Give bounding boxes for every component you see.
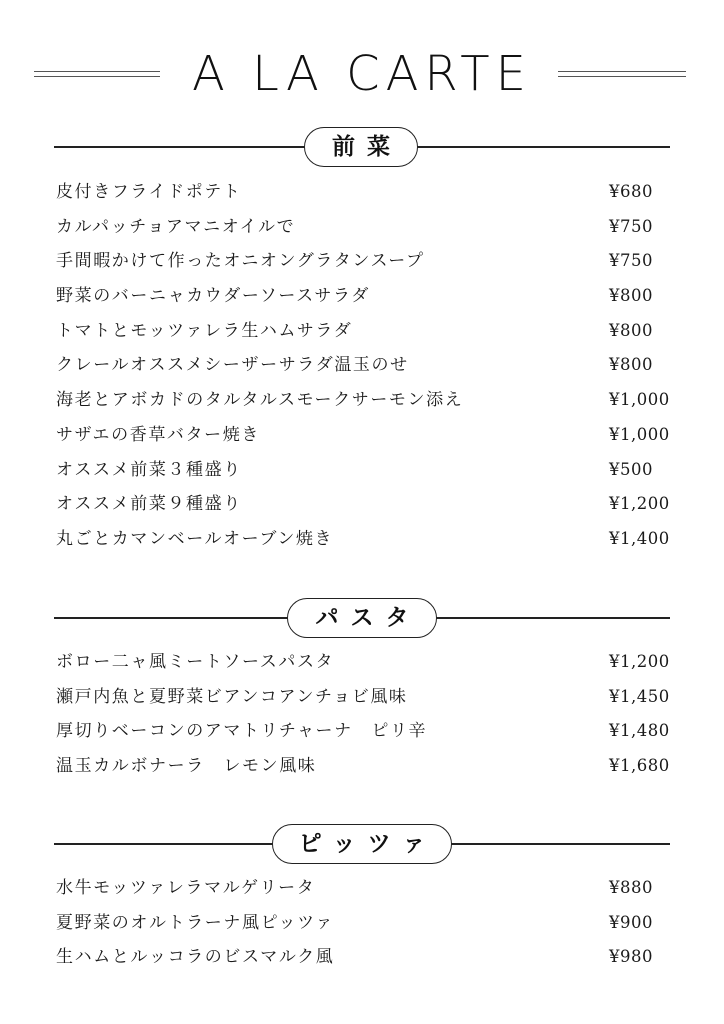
menu-list-appetizers bbox=[56, 175, 672, 557]
item-name: 厚切りベーコンのアマトリチャーナ ピリ辛 bbox=[56, 721, 428, 742]
item-name: オススメ前菜９種盛り bbox=[56, 494, 242, 515]
item-price: ¥1,400 bbox=[609, 528, 670, 548]
item-price: ¥880 bbox=[609, 878, 653, 897]
menu-item bbox=[56, 940, 672, 975]
item-name: 皮付きフライドポテト bbox=[56, 182, 242, 202]
item-price: ¥800 bbox=[609, 355, 653, 375]
menu-item bbox=[56, 906, 672, 941]
menu-item bbox=[56, 453, 672, 488]
item-name: ボロー二ャ風ミートソースパスタ bbox=[56, 652, 335, 672]
item-price: ¥800 bbox=[609, 320, 653, 340]
menu-list-pizza bbox=[56, 871, 672, 975]
item-name: 海老とアボカドのタルタルスモークサーモン添え bbox=[56, 390, 464, 411]
item-name: 夏野菜のオルトラーナ風ピッツァ bbox=[56, 912, 335, 933]
menu-item bbox=[56, 175, 672, 210]
item-price: ¥800 bbox=[609, 286, 653, 306]
item-name: 手間暇かけて作ったオニオングラタンスープ bbox=[56, 251, 425, 272]
title-rule-right bbox=[558, 71, 686, 77]
section-header-pasta bbox=[54, 598, 670, 638]
menu-item bbox=[56, 314, 672, 349]
item-price: ¥680 bbox=[609, 182, 653, 201]
menu-item bbox=[56, 645, 672, 680]
menu-item bbox=[56, 348, 672, 383]
menu-item bbox=[56, 279, 672, 314]
section-title-pizza: ピッツァ bbox=[272, 824, 452, 864]
item-name: トマトとモッツァレラ生ハムサラダ bbox=[56, 320, 353, 341]
item-name: 温玉カルボナーラ レモン風味 bbox=[56, 756, 317, 777]
item-price: ¥500 bbox=[609, 459, 653, 479]
item-name: 丸ごとカマンベールオーブン焼き bbox=[56, 528, 334, 549]
item-name: カルパッチョアマニオイルで bbox=[56, 216, 296, 237]
item-name: クレールオススメシーザーサラダ温玉のせ bbox=[56, 355, 409, 376]
menu-item bbox=[56, 749, 672, 784]
item-price: ¥1,680 bbox=[609, 756, 670, 776]
section-header-pizza bbox=[54, 824, 670, 864]
item-price: ¥1,000 bbox=[609, 390, 670, 410]
title-row bbox=[0, 44, 724, 104]
item-price: ¥1,480 bbox=[609, 721, 670, 741]
section-header-appetizers bbox=[54, 127, 670, 167]
item-price: ¥1,200 bbox=[609, 494, 670, 514]
item-price: ¥980 bbox=[609, 947, 653, 967]
item-price: ¥900 bbox=[609, 912, 653, 932]
section-title-pasta: パスタ bbox=[287, 598, 437, 638]
item-name: サザエの香草バター焼き bbox=[56, 424, 260, 445]
item-price: ¥1,200 bbox=[609, 652, 670, 671]
menu-item bbox=[56, 383, 672, 418]
item-name: オススメ前菜３種盛り bbox=[56, 459, 242, 480]
menu-item bbox=[56, 714, 672, 749]
section-title-appetizers: 前菜 bbox=[304, 127, 418, 167]
menu-item bbox=[56, 871, 672, 906]
item-price: ¥1,450 bbox=[609, 686, 670, 706]
menu-item bbox=[56, 680, 672, 715]
menu-item bbox=[56, 210, 672, 245]
menu-list-pasta bbox=[56, 645, 672, 784]
item-name: 水牛モッツァレラマルゲリータ bbox=[56, 878, 316, 898]
item-price: ¥1,000 bbox=[609, 424, 670, 444]
item-price: ¥750 bbox=[609, 216, 653, 236]
item-name: 野菜のバーニャカウダーソースサラダ bbox=[56, 286, 370, 307]
page-title: A LA CARTE bbox=[192, 46, 532, 102]
menu-item bbox=[56, 244, 672, 279]
menu-item bbox=[56, 418, 672, 453]
item-price: ¥750 bbox=[609, 251, 653, 271]
item-name: 生ハムとルッコラのビスマルク風 bbox=[56, 947, 335, 968]
item-name: 瀬戸内魚と夏野菜ビアンコアンチョビ風味 bbox=[56, 686, 408, 707]
menu-item bbox=[56, 487, 672, 522]
menu-item bbox=[56, 522, 672, 557]
